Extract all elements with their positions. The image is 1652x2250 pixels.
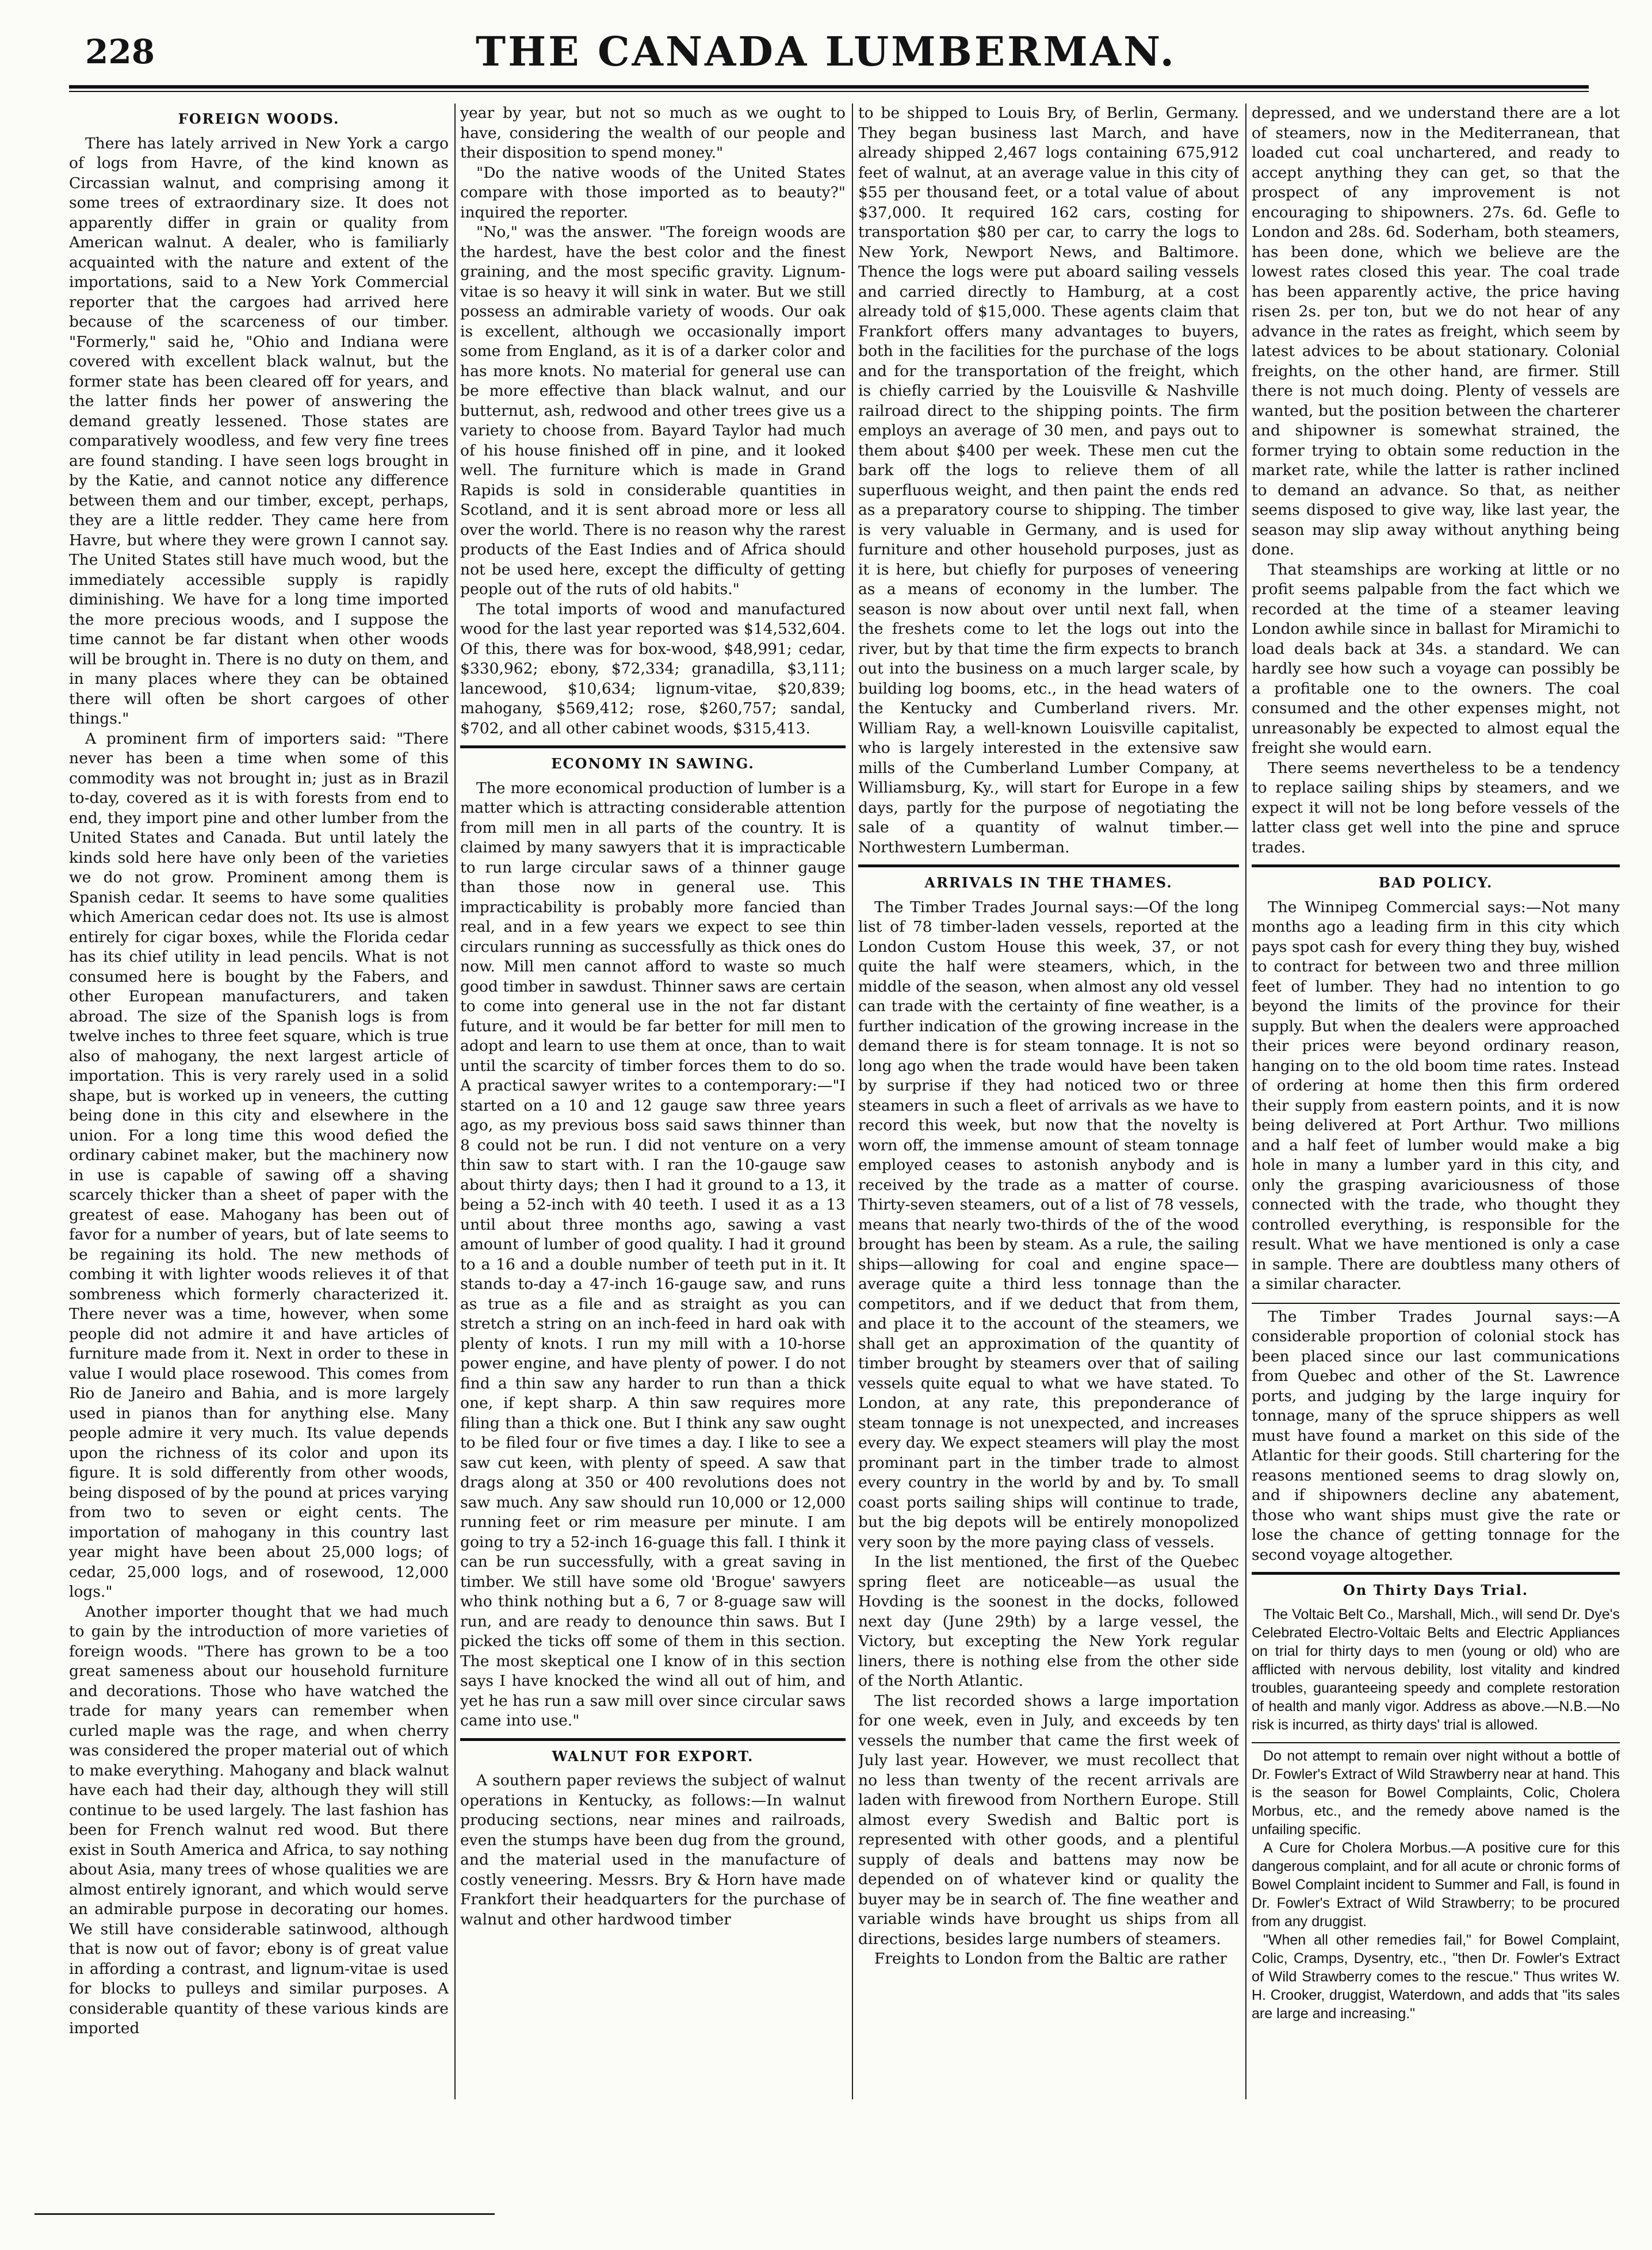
- advertisement-paragraph: A Cure for Cholera Morbus.—A positive cure for this dangerous complaint, and for all acute or chronic forms of Bowel Complaint incident to Summer and Fall, is found in Dr. Fowler's Extract of Wild Strawberry; to be procured from any druggist.: [1252, 1839, 1620, 1930]
- article-paragraph: "Do the native woods of the United States compare with those imported as to beauty?" inquired the reporter.: [460, 163, 846, 221]
- section-heading-arrivals-in-the-thames: ARRIVALS IN THE THAMES.: [924, 874, 1173, 891]
- section-rule: [460, 1738, 846, 1741]
- section-heading-economy-in-sawing: ECONOMY IN SAWING.: [551, 755, 755, 772]
- section-rule: [1252, 1572, 1620, 1575]
- footer-rule: [35, 2213, 495, 2215]
- article-paragraph: "No," was the answer. "The foreign woods are the hardest, have the best color and the finest graining, and the most specific gravity. Lignum-vitae is so heavy it will sink in water. But we still possess an admirable variety of woods. Our oak is excellent, although we occasionally import some from England, as it is of a darker color and has more knots. No material for general use can be more effective than black walnut, and our butternut, ash, redwood and other trees give us a variety to choose from. Bayard Taylor had much of his house finished off in pine, and it looked well. The furniture which is made in Grand Rapids is sold in considerable quantities in Scotland, and it is sent abroad more or less all over the world. There is no reason why the rarest products of the East Indies and of Africa should not be used here, except the difficulty of getting people out of the ruts of old habits.": [460, 223, 846, 598]
- section-heading-thirty-days-trial: On Thirty Days Trial.: [1343, 1582, 1529, 1598]
- advertisement-voltaic-belt: [1252, 1605, 1620, 1734]
- column-1: [69, 104, 449, 2071]
- advertisement-wild-strawberry: [1252, 1747, 1620, 2023]
- column-divider: [454, 104, 456, 2099]
- section-heading-bad-policy: BAD POLICY.: [1378, 874, 1493, 891]
- section-rule: [1252, 1742, 1620, 1743]
- column-2: [460, 104, 846, 2071]
- header-rule: [69, 85, 1589, 92]
- advertisement-paragraph: The Voltaic Belt Co., Marshall, Mich., will send Dr. Dye's Celebrated Electro-Voltaic Belts and Electric Appliances on trial for thirty days to men (young or old) who are afflicted with nervous debility, lost vitality and kindred troubles, guaranteeing speedy and complete restoration of health and manly vigor. Address as above.—N.B.—No risk is incurred, as thirty days' trial is allowed.: [1252, 1606, 1620, 1733]
- advertisement-paragraph: Do not attempt to remain over night without a bottle of Dr. Fowler's Extract of Wild Strawberry near at hand. This is the season for Bowel Complaints, Colic, Cholera Morbus, etc., and the remedy above named is the unfailing specific.: [1252, 1747, 1620, 1838]
- column-divider: [852, 104, 853, 2099]
- article-paragraph: The list recorded shows a large importation for one week, even in July, and exceeds by ten vessels the number that came the first week of July last year. However, we must recollect that no less than twenty of the recent arrivals are laden with firewood from Northern Europe. Still almost every Swedish and Baltic port is represented with other goods, and a plentiful supply of deals and battens may now be depended on of whatever kind or quality the buyer may be in search of. The fine weather and variable winds have brought us ships from all directions, besides large numbers of steamers.: [858, 1692, 1239, 1948]
- section-heading-walnut-for-export: WALNUT FOR EXPORT.: [552, 1747, 754, 1765]
- section-rule: [460, 745, 846, 748]
- article-paragraph: Freights to London from the Baltic are rather: [874, 1950, 1227, 1968]
- section-rule: [1252, 1303, 1620, 1304]
- column-3: [858, 104, 1239, 2071]
- article-paragraph: There has lately arrived in New York a cargo of logs from Havre, of the kind known as Circassian walnut, and comprising among it some trees of extraordinary size. It does not apparently differ in grain or quality from American walnut. A dealer, who is familiarly acquainted with the nature and extent of the importations, said to a New York Commercial reporter that the cargoes had arrived here because of the scarceness of our timber. "Formerly," said he, "Ohio and Indiana were covered with excellent black walnut, but the former state has been cleared off for years, and the latter finds her power of answering the demand greatly lessened. Those states are comparatively woodless, and few very fine trees are found standing. I have seen logs brought in by the Katie, and cannot notice any difference between them and our timber, except, perhaps, they are a little redder. They came here from Havre, but where they were grown I cannot say. The United States still have much wood, but the immediately accessible supply is rapidly diminishing. We have for a long time imported the more precious woods, and I suppose the time cannot be far distant when other woods will be brought in. There is no duty on them, and in many places where they can be obtained there will often be short cargoes of other things.": [69, 134, 449, 728]
- article-paragraph: That steamships are working at little or no profit seems palpable from the fact which we recorded at the time of a steamer leaving London awhile since in ballast for Miramichi to load deals back at 34s. a standard. We can hardly see how such a voyage can possibly be a profitable one to the owners. The coal consumed and the other expenses might, not unreasonably be expected to almost equal the freight she would earn.: [1252, 560, 1620, 757]
- column-4: [1252, 104, 1620, 2071]
- section-rule: [1252, 864, 1620, 867]
- section-rule: [858, 864, 1239, 867]
- article-paragraph: The more economical production of lumber is a matter which is attracting considerable attention from mill men in all parts of the country. It is claimed by many sawyers that it is impracticable to run large circular saws of a thinner gauge than those now in general use. This impracticability is probably more fancied than real, and in a few years we expect to see thin circulars running as successfully as thick ones do now. Mill men cannot afford to waste so much good timber in sawdust. Thinner saws are certain to come into general use in the not far distant future, and it would be far better for mill men to adopt and learn to use them at once, than to wait until the scarcity of timber forces them to do so. A practical sawyer writes to a contemporary:—"I started on a 10 and 12 gauge saw three years ago, as my previous boss said saws thinner than 8 could not be run. I did not venture on a very thin saw to start with. I ran the 10-gauge saw about thirty days; then I had it ground to a 13, it being a 52-inch with 40 teeth. I used it as a 13 until about three months ago, sawing a vast amount of lumber of good quality. I had it ground to a 16 and a double number of teeth put in it. It stands to-day a 47-inch 16-gauge saw, and runs as true as a file and as straight as you can stretch a string on an inch-feed in hard oak with plenty of knots. I run my mill with a 10-horse power engine, and have plenty of power. I do not find a thin saw any harder to run than a thick one, if kept sharp. A thin saw requires more filing than a thick one. But I think any saw ought to be filed four or five times a day. I like to see a saw cut keen, with plenty of speed. A saw that drags along at 350 or 400 revolutions does not saw much. Any saw should run 10,000 or 12,000 running feet or rim measure per minute. I am going to try a 52-inch 16-guage this fall. I think it can be run successfully, with a great saving in timber. We still have some old 'Brogue' sawyers who think nothing but a 6, 7 or 8-guage saw will run, and are ready to denounce thin saws. But I picked the ticks off some of them in this section. The most skeptical one I know of in this section says I have knocked the wind all out of him, and yet he has run a saw mill over since circular saws came into use.": [460, 779, 846, 1729]
- article-paragraph: The Timber Trades Journal says:—A considerable proportion of colonial stock has been placed since our last communications from Quebec and other of the St. Lawrence ports, and judging by the large inquiry for tonnage, many of the spruce shippers as well must have found a market on this side of the Atlantic for their goods. Still chartering for the reasons mentioned seems to drag slowly on, and if shipowners decline any abatement, those who want ships must give the rate or lose the chance of getting tonnage for the second voyage altogether.: [1252, 1307, 1620, 1564]
- article-paragraph: The total imports of wood and manufactured wood for the last year reported was $14,532,604. Of this, there was for box-wood, $48,991; cedar, $330,962; ebony, $72,334; granadilla, $3,111; lancewood, $10,634; lignum-vitae, $20,839; mahogany, $569,412; rose, $260,757; sandal, $702, and all other cabinet woods, $315,413.: [460, 600, 846, 737]
- article-paragraph: to be shipped to Louis Bry, of Berlin, Germany. They began business last March, and have already shipped 2,467 logs containing 675,912 feet of walnut, at an average value in this city of $55 per thousand feet, or a total value of about $37,000. It required 162 cars, costing for transportation $80 per car, to carry the logs to New York, Newport News, and Baltimore. Thence the logs were put aboard sailing vessels and carried directly to Hamburg, at a cost already told of $15,000. These agents claim that Frankfort offers many advantages to buyers, both in the facilities for the purchase of the logs and for the transportation of the freight, which is chiefly carried by the Louisville & Nashville railroad direct to the shipping points. The firm employs an average of 30 men, and pays out to them about $400 per week. These men cut the bark off the logs to relieve them of all superfluous weight, and then paint the ends red as a preparatory course to shipping. The timber is very valuable in Germany, and is used for furniture and other household purposes, just as it is here, but chiefly for purposes of veneering as a means of economy in the lumber. The season is now about over until next fall, when the freshets come to let the logs out into the river, but by that time the firm expects to branch out into the business on a much larger scale, by building log booms, etc., in the head waters of the Kentucky and Cumberland rivers. Mr. William Ray, a well-known Louisville capitalist, who is largely interested in the extensive saw mills of the Cumberland Lumber Company, at Williamsburg, Ky., will start for Europe in a few days, partly for the purpose of negotiating the sale of a quantity of walnut timber.—Northwestern Lumberman.: [858, 104, 1239, 856]
- article-paragraph: Another importer thought that we had much to gain by the introduction of more varieties of foreign woods. "There has grown to be a too great sameness about our household furniture and decorations. Those who have watched the trade for many years can remember when curled maple was the rage, and when cherry was considered the proper material out of which to make everything. Mahogany and black walnut have each had their day, although they will still continue to be used largely. The last fashion has been for French walnut red wood. But there exist in South America and Africa, to say nothing about Asia, many trees of whose qualities we are almost entirely ignorant, and which would serve an admirable purpose in decorating our homes. We still have considerable satinwood, although that is now out of favor; ebony is of great value in affording a contrast, and lignum-vitae is used for blocks to pulleys and similar purposes. A considerable quantity of these various kinds are imported: [69, 1602, 449, 2037]
- article-paragraph: A southern paper reviews the subject of walnut operations in Kentucky, as follows:—In walnut producing sections, near mines and railroads, even the stumps have been dug from the ground, and the material used in the manufacture of costly veneering. Messrs. Bry & Horn have made Frankfort their headquarters for the purchase of walnut and other hardwood timber: [460, 1771, 846, 1928]
- page-number: 228: [85, 32, 155, 71]
- article-paragraph: depressed, and we understand there are a lot of steamers, now in the Mediterranean, that loaded cut coal unchartered, and ready to accept anything they can get, so that the prospect of any improvement is not encouraging to shipowners. 27s. 6d. Gefle to London and 28s. 6d. Soderham, both steamers, has been done, which we believe are the lowest rates closed this year. The coal trade has been apparently active, the price having risen 2s. per ton, but we do not hear of any advance in the rates as freight, which seem by latest advices to be about stationary. Colonial freights, on the other hand, are firmer. Still there is not much doing. Plenty of vessels are wanted, but the position between the charterer and shipowner is somewhat strained, the former trying to obtain some reduction in the market rate, while the latter is rather inclined to demand an advance. So that, as neither seems disposed to give way, like last year, the season may slip away without anything being done.: [1252, 104, 1620, 558]
- article-paragraph: The Winnipeg Commercial says:—Not many months ago a leading firm in this city which pays spot cash for every thing they buy, wished to contract for between two and three million feet of lumber. They had no intention to go beyond the limits of the province for their supply. But when the dealers were approached their prices were beyond ordinary reason, hanging on to the old boom time rates. Instead of ordering at home then this firm ordered their supply from eastern points, and it is now being delivered at Port Arthur. Two millions and a half feet of lumber would make a big hole in many a lumber yard in this city, and only the grasping avariciousness of those connected with the trade, who thought they controlled everything, is responsible for the result. What we have mentioned is only a case in sample. There are doubtless many others of a similar character.: [1252, 898, 1620, 1293]
- article-paragraph: A prominent firm of importers said: "There never has been a time when some of this commodity was not brought in; just as in Brazil to-day, covered as it is with forests from end to end, they import pine and other lumber from the United States and Canada. But until lately the kinds sold here have only been of the varieties we do not grow. Prominent among them is Spanish cedar. It seems to have some qualities which American cedar does not. Its use is almost entirely for cigar boxes, while the Florida cedar has its chief utility in lead pencils. What is not consumed here is bought by the Fabers, and other European manufacturers, and taken abroad. The size of the Spanish logs is from twelve inches to three feet square, which is true also of mahogany, the next largest article of importation. This is very rarely used in a solid shape, but is worked up in veneers, the cutting being done in this city and elsewhere in the union. For a long time this wood defied the ordinary cabinet maker, but the machinery now in use is capable of sawing off a shaving scarcely thicker than a sheet of paper with the greatest of ease. Mahogany has been out of favor for a number of years, but of late seems to be regaining its hold. The new methods of combing it with lighter woods relieves it of that sombreness which formerly characterized it. There never was a time, however, when some people did not admire it and have articles of furniture made from it. Next in order to these in value I would place rosewood. This comes from Rio de Janeiro and Bahia, and is more largely used in pianos than for anything else. Many people admire it very much. Its value depends upon the richness of its color and upon its figure. It is sold differently from other woods, being disposed of by the pound at prices varying from two to seven or eight cents. The importation of mahogany in this country last year might have been about 25,000 logs; of cedar, 25,000 logs, and of rosewood, 12,000 logs.": [69, 729, 449, 1601]
- article-paragraph: There seems nevertheless to be a tendency to replace sailing ships by steamers, and we expect it will not be long before vessels of the latter class get well into the pine and spruce trades.: [1252, 759, 1620, 856]
- newspaper-page: [35, 23, 1620, 2226]
- section-heading-foreign-woods: FOREIGN WOODS.: [178, 110, 340, 127]
- page-header: [35, 23, 1617, 92]
- article-paragraph: In the list mentioned, the first of the Quebec spring fleet are noticeable—as usual the Hovding is the soonest in the docks, followed next day (June 29th) by a large vessel, the Victory, but excepting the New York regular liners, there is nothing else from the other side of the North Atlantic.: [858, 1553, 1239, 1690]
- column-divider: [1245, 104, 1246, 2099]
- masthead-title: THE CANADA LUMBERMAN.: [476, 28, 1176, 75]
- advertisement-paragraph: "When all other remedies fail," for Bowel Complaint, Colic, Cramps, Dysentry, etc., "then Dr. Fowler's Extract of Wild Strawberry comes to the rescue." Thus writes W. H. Crooker, druggist, Waterdown, and adds that "its sales are large and increasing.": [1252, 1931, 1620, 2022]
- article-paragraph: year by year, but not so much as we ought to have, considering the wealth of our people and their disposition to spend money.": [460, 104, 846, 162]
- article-paragraph: The Timber Trades Journal says:—Of the long list of 78 timber-laden vessels, reported at the London Custom House this week, 37, or not quite the half were steamers, which, in the middle of the season, when almost any old vessel can trade with the certainty of fine weather, is a further indication of the growing increase in the demand there is for steam tonnage. It is not so long ago when the trade would have been taken by surprise if they had noticed two or three steamers in such a fleet of arrivals as we have to record this week, but now that the novelty is worn off, the immense amount of steam tonnage employed ceases to astonish anybody and is received by the trade as a matter of course. Thirty-seven steamers, out of a list of 78 vessels, means that nearly two-thirds of the of the wood brought has been by steam. As a rule, the sailing ships—allowing for coal and engine space—average quite a third less tonnage than the competitors, and if we deduct that from them, and place it to the account of the steamers, we shall get an approximation of the quantity of timber brought by steamers over that of sailing vessels quite equal to what we have stated. To London, at any rate, this preponderance of steam tonnage is not unexpected, and increases every day. We expect steamers will play the most prominant part in the timber trade to almost every country in the world by and by. To small coast ports sailing ships will continue to trade, but the big depots will be entirely monopolized very soon by the more paying class of vessels.: [858, 898, 1239, 1551]
